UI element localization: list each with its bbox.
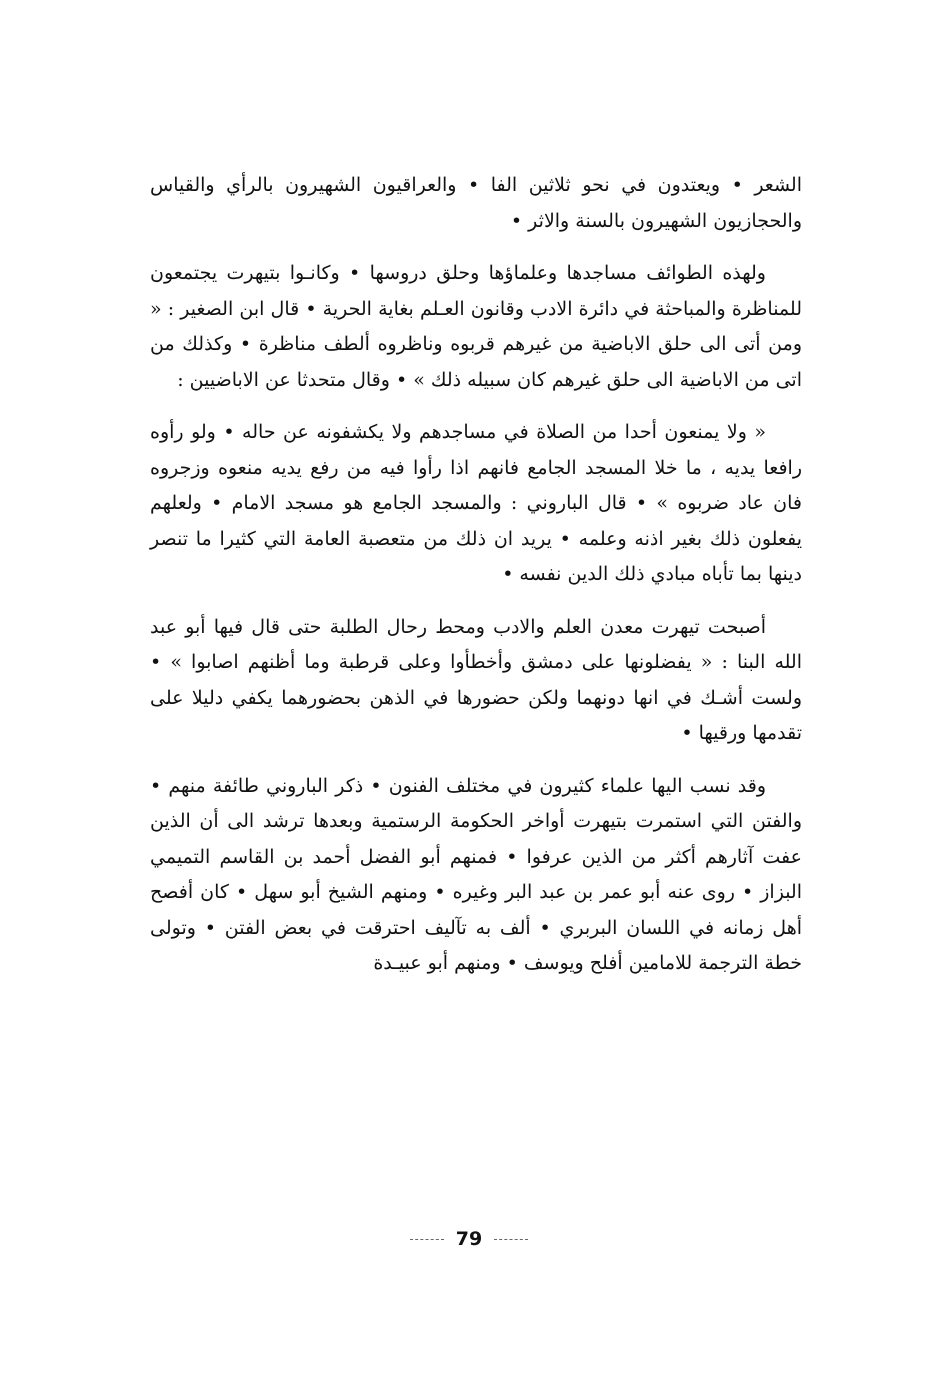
paragraph-4: أصبحت تيهرت معدن العلم والادب ومحط رحال الطلبة حتى قال فيها أبو عبد الله البنا : « يفضلونها على دمشق وأخطأوا وعلى قرطبة وما أظنهم اصابوا » • ولست أشـك في انها دونهما ولكن حضورها في الذهن بحضورهما يكفي دليلا على تقدمها ورقيها •	[150, 615, 802, 744]
paragraph-gap	[150, 593, 802, 610]
page-number: 79	[455, 1228, 483, 1250]
paragraph-gap	[150, 398, 802, 415]
footer-rule-right	[494, 1239, 528, 1240]
footer-rule-left	[410, 1239, 444, 1240]
paragraph-2: ولهذه الطوائف مساجدها وعلماؤها وحلق دروسها • وكانـوا بتيهرت يجتمعون للمناظرة والمباحثة في دائرة الادب وقانون العـلم بغاية الحرية • قال ابن الصغير : « ومن أتى الى حلق الاباضية من غيرهم قربوه وناظروه ألطف مناظرة • وكذلك من اتى من الاباضية الى حلق غيرهم كان سبيله ذلك » • وقال متحدثا عن الاباضيين :	[150, 262, 802, 391]
body-text	[150, 168, 802, 982]
paragraph-5: وقد نسب اليها علماء كثيرون في مختلف الفنون • ذكر الباروني طائفة منهم • والفتن التي استمرت بتيهرت أواخر الحكومة الرستمية وبعدها ترشد الى أن الذين عفت آثارهم أكثر من الذين عرفوا • فمنهم أبو الفضل أحمد بن القاسم التميمي البزاز • روى عنه أبو عمر بن عبد البر وغيره • ومنهم الشيخ أبو سهل • كان أفصح أهل زمانه في اللسان البربري • ألف به تآليف احترقت في بعض الفتن • وتولى خطة الترجمة للامامين أفلح ويوسف • ومنهم أبو عبيـدة	[150, 774, 802, 974]
paragraph-3-quote: « ولا يمنعون أحدا من الصلاة في مساجدهم ولا يكشفونه عن حاله • ولو رأوه رافعا يديه ، ما خلا المسجد الجامع فانهم اذا رأوا فيه من رفع يديه منعوه وزجروه فان عاد ضربوه » • قال الباروني : والمسجد الجامع هو مسجد الامام • ولعلهم يفعلون ذلك بغير اذنه وعلمه • يريد ان ذلك من متعصبة العامة التي كثيرا ما تنصر دينها بما تأباه مبادي ذلك الدين نفسه •	[150, 421, 802, 585]
page-footer	[0, 1228, 938, 1250]
paragraph-gap	[150, 239, 802, 256]
paragraph-1: الشعر • ويعتدون في نحو ثلاثين الفا • والعراقيون الشهيرون بالرأي والقياس والحجازيون الشهيرون بالسنة والاثر •	[150, 174, 802, 232]
paragraph-gap	[150, 752, 802, 769]
